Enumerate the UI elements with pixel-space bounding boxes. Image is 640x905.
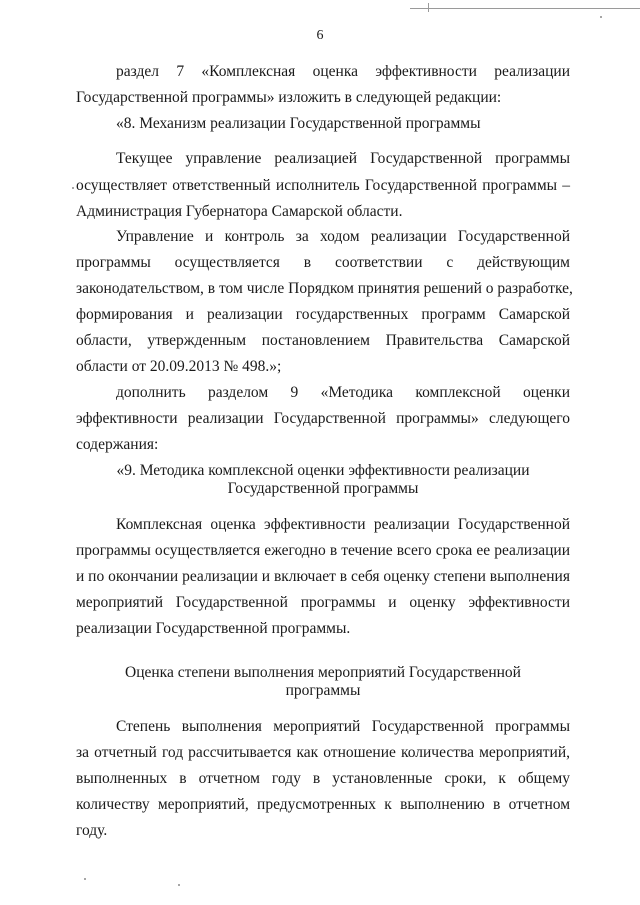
scan-artifact-tick [428, 3, 429, 12]
text-line: законодательством, в том числе Порядком принятия решений о разработке, [76, 280, 573, 297]
text-line: дополнить разделом 9 «Методика комплексной оценки [116, 384, 570, 401]
text-line: осуществляет ответственный исполнитель Государственной программы – [76, 177, 570, 194]
text-line: формирования и реализации государственных программ Самарской [76, 306, 570, 323]
text-line: году. [76, 822, 108, 839]
page-number: 6 [316, 28, 324, 43]
text-line: Комплексная оценка эффективности реализации Государственной [116, 516, 570, 533]
text-line: Государственной программы» изложить в следующей редакции: [76, 89, 502, 106]
text-line: Степень выполнения мероприятий Государственной программы [116, 718, 570, 735]
text-line: области от 20.09.2013 № 498.»; [76, 358, 282, 375]
text-line: за отчетный год рассчитывается как отношение количества мероприятий, [76, 744, 570, 761]
scan-speck [84, 878, 86, 880]
scan-speck [178, 884, 180, 886]
text-line: мероприятий Государственной программы и оценку эффективности [76, 594, 570, 611]
text-line: и по окончании реализации и включает в себя оценку степени выполнения [76, 568, 570, 585]
section-heading: «9. Методика комплексной оценки эффективности реализации [116, 462, 530, 479]
text-line: программы осуществляется в соответствии с действующим [76, 254, 570, 271]
text-line: Администрация Губернатора Самарской области. [76, 203, 403, 220]
scan-speck [72, 187, 74, 189]
text-line: реализации Государственной программы. [76, 620, 351, 637]
text-line: Текущее управление реализацией Государственной программы [116, 150, 570, 167]
text-line: программы осуществляется ежегодно в течение всего срока ее реализации [76, 542, 570, 559]
text-line: области, утвержденным постановлением Правительства Самарской [76, 332, 570, 349]
text-line: выполненных в отчетном году в установленные сроки, к общему [76, 770, 570, 787]
text-line: Управление и контроль за ходом реализации Государственной [116, 228, 570, 245]
scan-artifact-line [410, 8, 640, 9]
text-line: раздел 7 «Комплексная оценка эффективности реализации [116, 63, 570, 80]
scan-speck [600, 16, 602, 18]
text-line: количеству мероприятий, предусмотренных к выполнению в отчетном [76, 796, 570, 813]
text-line: эффективности реализации Государственной программы» следующего [76, 410, 570, 427]
section-heading: Государственной программы [227, 480, 419, 497]
subsection-heading: программы [285, 682, 361, 699]
subsection-heading: Оценка степени выполнения мероприятий Государственной [125, 664, 521, 681]
text-line: содержания: [76, 436, 159, 453]
section-heading: «8. Механизм реализации Государственной программы [116, 115, 481, 132]
